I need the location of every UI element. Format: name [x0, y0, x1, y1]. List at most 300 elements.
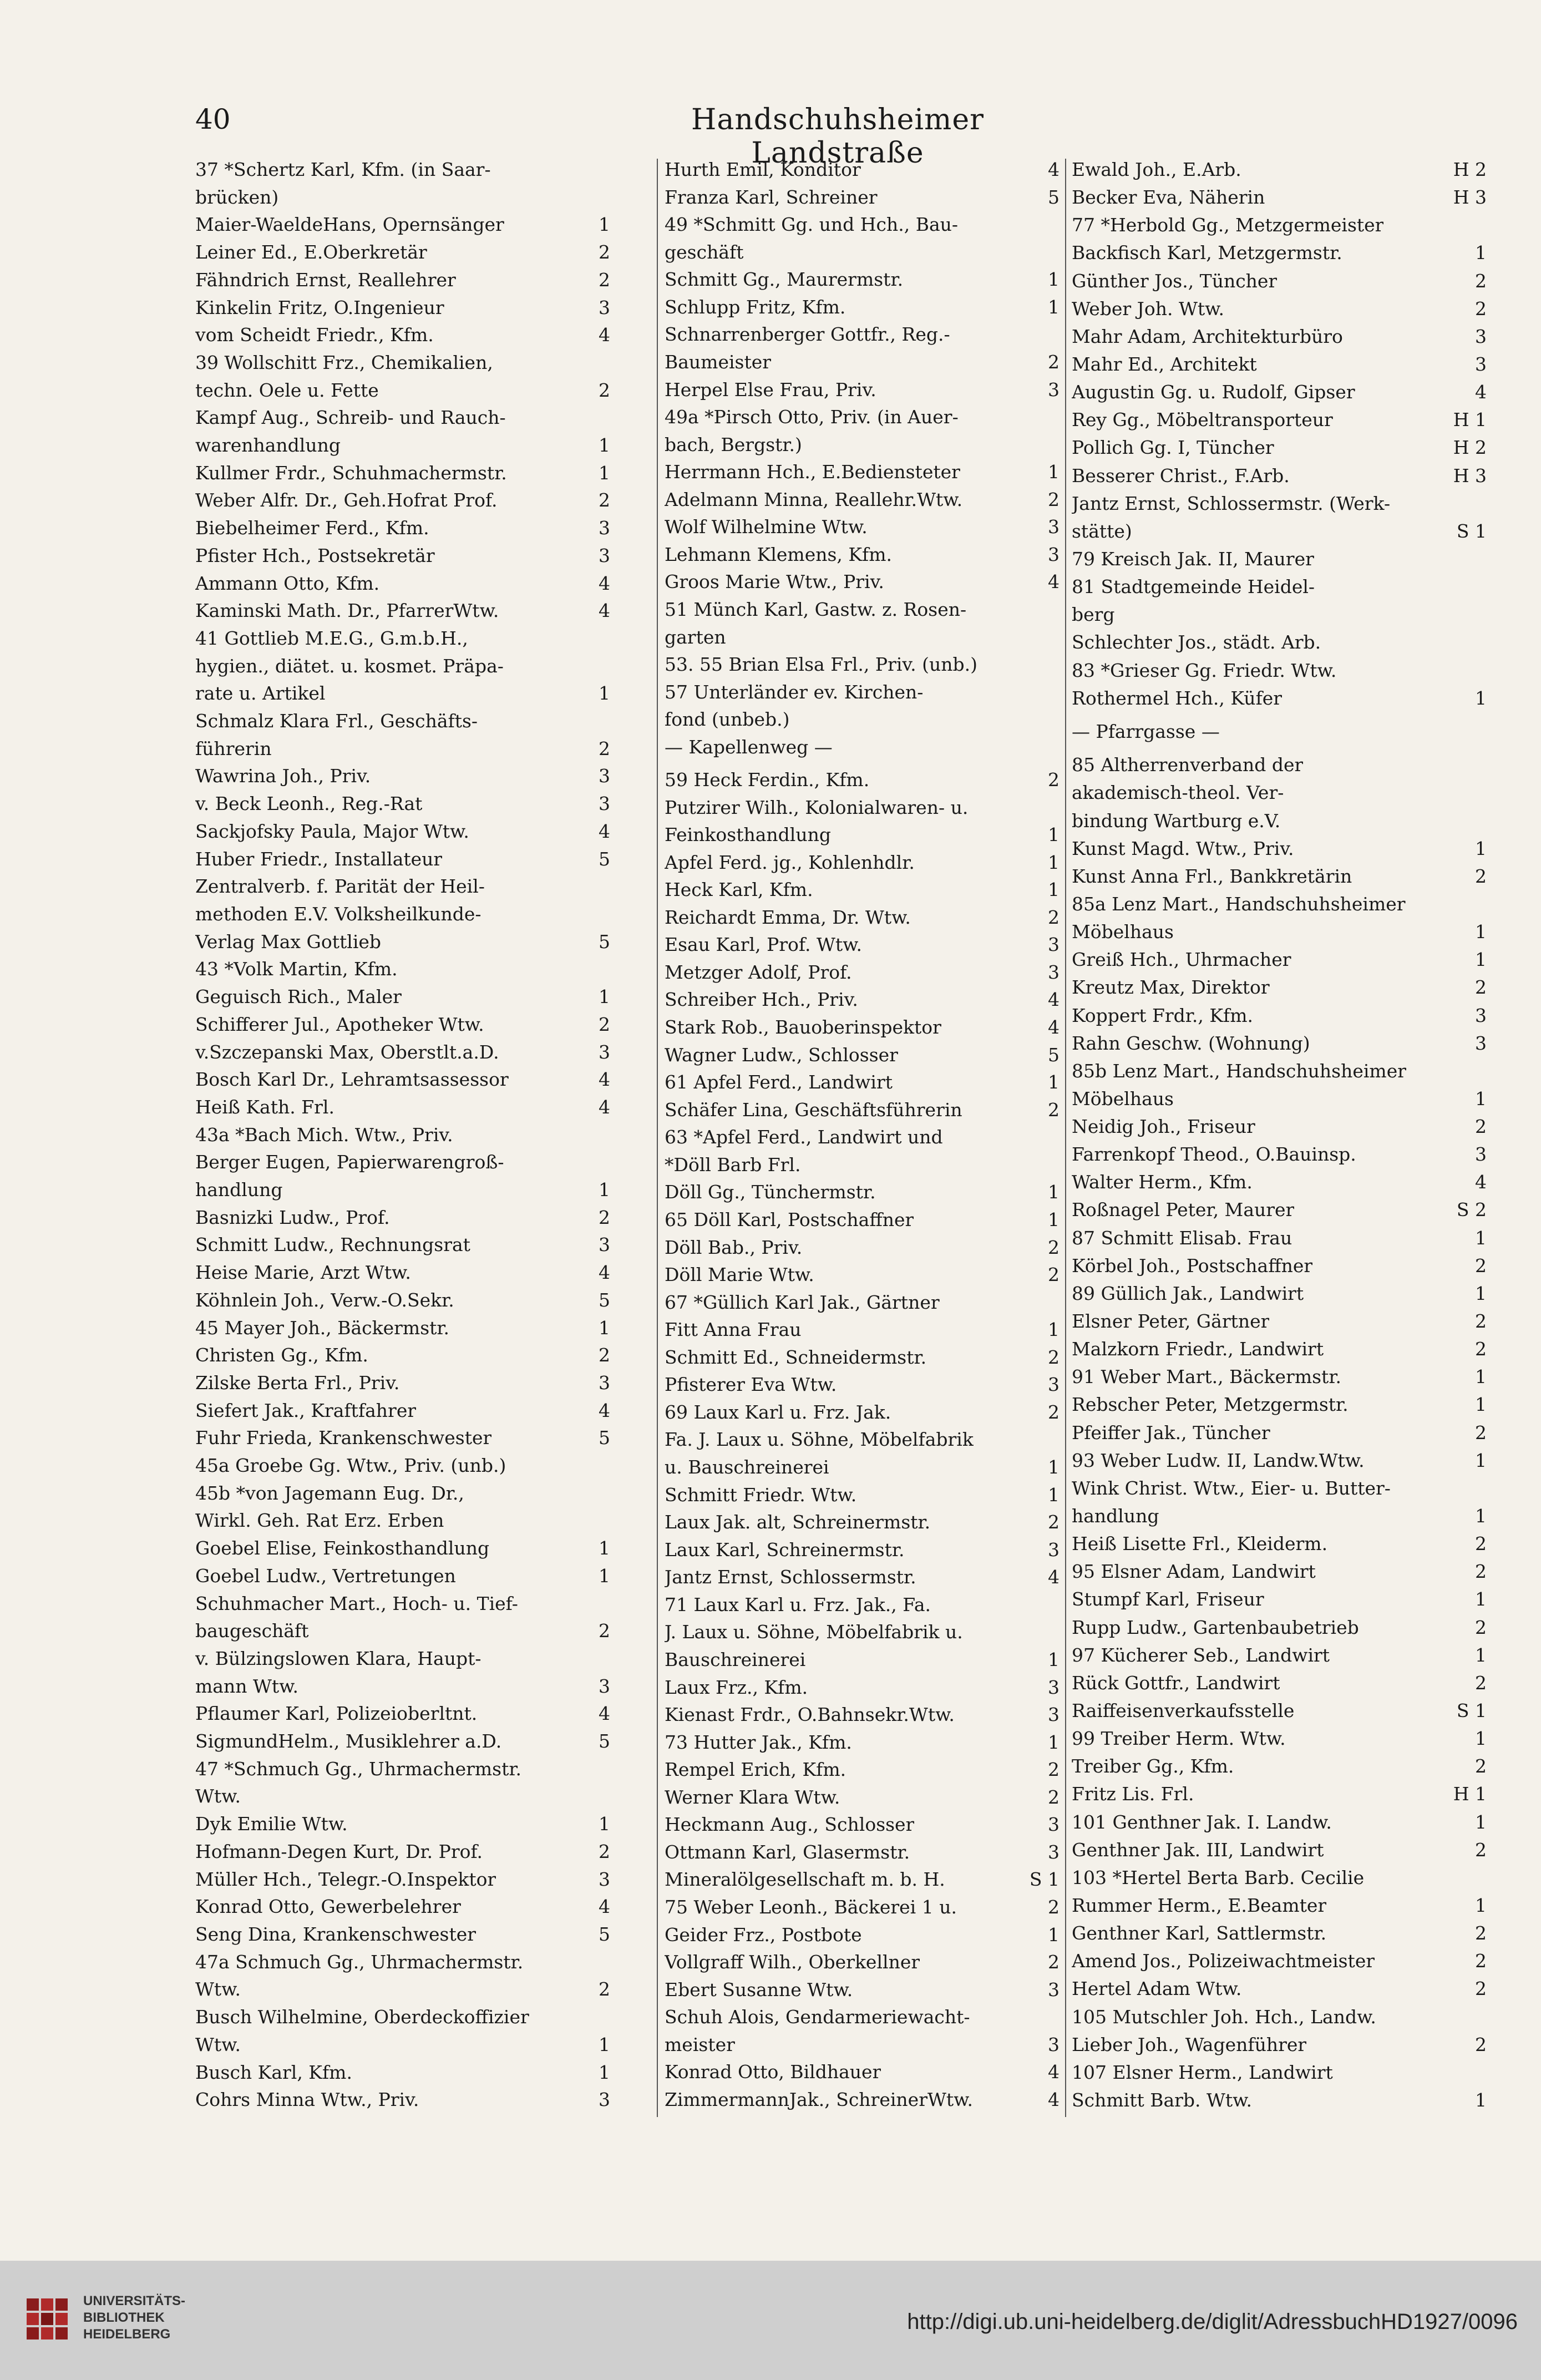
entry-text: Verlag Max Gottlieb — [195, 930, 382, 953]
directory-entry — [195, 1813, 610, 1835]
entry-text: Pfister Hch., Postsekretär — [195, 544, 435, 566]
directory-entry — [195, 1703, 610, 1725]
entry-text: 63 *Apfel Ferd., Landwirt und — [665, 1126, 943, 1148]
entry-text: Busch Karl, Kfm. — [195, 2061, 352, 2083]
directory-entry — [1072, 270, 1487, 292]
entry-text: Reichardt Emma, Dr. Wtw. — [665, 906, 911, 928]
entry-floor: 1 — [599, 1179, 610, 1201]
directory-entry — [1072, 2006, 1487, 2028]
directory-entry — [1072, 782, 1487, 804]
entry-text: Schmitt Barb. Wtw. — [1072, 2089, 1253, 2111]
entry-floor: 4 — [599, 1069, 610, 1091]
entry-text: akademisch-theol. Ver- — [1072, 782, 1284, 804]
entry-floor: 1 — [599, 214, 610, 236]
entry-text: Stark Rob., Bauoberinspektor — [665, 1016, 941, 1038]
entry-floor: 1 — [1475, 1087, 1487, 1110]
entry-floor: 2 — [1475, 1839, 1487, 1861]
entry-floor: 2 — [1048, 1236, 1060, 1258]
entry-floor: 1 — [1475, 242, 1487, 264]
entry-text: Günther Jos., Tüncher — [1072, 270, 1278, 292]
entry-floor: 1 — [1475, 1505, 1487, 1527]
directory-entry — [665, 351, 1060, 373]
directory-entry — [1072, 1755, 1487, 1778]
entry-text: Kienast Frdr., O.Bahnsekr.Wtw. — [665, 1704, 955, 1726]
entry-floor: 5 — [599, 1427, 610, 1449]
entry-floor: 3 — [1475, 1004, 1487, 1026]
entry-floor: 1 — [599, 2061, 610, 2083]
entry-text: 71 Laux Karl u. Frz. Jak., Fa. — [665, 1593, 931, 1616]
entry-text: Kunst Anna Frl., Bankkretärin — [1072, 865, 1352, 887]
directory-entry — [1072, 921, 1487, 943]
entry-text: garten — [665, 626, 726, 648]
entry-floor: H 2 — [1453, 437, 1487, 459]
directory-entry — [665, 1401, 1060, 1424]
directory-entry — [1072, 1005, 1487, 1027]
entry-text: Schlupp Fritz, Kfm. — [665, 296, 846, 318]
entry-text: Möbelhaus — [1072, 921, 1174, 943]
directory-entry — [665, 1456, 1060, 1478]
entry-floor: 3 — [1048, 378, 1060, 401]
entry-floor: 1 — [1048, 1071, 1060, 1093]
entry-floor: 4 — [1048, 571, 1060, 593]
directory-entry — [1072, 1617, 1487, 1639]
directory-entry — [665, 1924, 1060, 1946]
directory-entry — [665, 1237, 1060, 1259]
entry-floor: 2 — [1048, 488, 1060, 510]
directory-entry — [1072, 1422, 1487, 1444]
directory-entry — [195, 489, 610, 512]
entry-floor: 1 — [1475, 1366, 1487, 1388]
entry-text: Geguisch Rich., Maler — [195, 986, 402, 1008]
entry-text: Weber Joh. Wtw. — [1072, 297, 1225, 320]
entry-text: 93 Weber Ludw. II, Landw.Wtw. — [1072, 1449, 1365, 1471]
entry-floor: H 3 — [1453, 186, 1487, 209]
entry-text: Jantz Ernst, Schlossermstr. (Werk- — [1072, 492, 1391, 514]
entry-floor: S 2 — [1456, 1199, 1487, 1221]
entry-floor: 1 — [1048, 1731, 1060, 1753]
directory-entry — [665, 824, 1060, 846]
entry-floor: 1 — [1048, 824, 1060, 846]
entry-text: Kunst Magd. Wtw., Priv. — [1072, 837, 1294, 859]
entry-floor: H 2 — [1453, 159, 1487, 180]
entry-floor: 3 — [599, 2089, 610, 2111]
entry-floor: 2 — [1475, 1116, 1487, 1138]
entry-floor: 2 — [1475, 1421, 1487, 1444]
entry-text: Herpel Else Frau, Priv. — [665, 378, 876, 401]
entry-text: 97 Kücherer Seb., Landwirt — [1072, 1644, 1330, 1666]
entry-text: Mahr Ed., Architekt — [1072, 353, 1257, 375]
entry-text: Roßnagel Peter, Maurer — [1072, 1199, 1295, 1221]
entry-floor: 2 — [1048, 1346, 1060, 1368]
directory-entry — [1072, 1644, 1487, 1667]
entry-text: Biebelheimer Ferd., Kfm. — [195, 517, 429, 539]
directory-entry — [195, 297, 610, 319]
entry-text: Bosch Karl Dr., Lehramtsassessor — [195, 1069, 509, 1091]
directory-entry — [195, 765, 610, 787]
directory-entry — [665, 269, 1060, 291]
directory-entry — [665, 1511, 1060, 1533]
entry-floor: 1 — [599, 462, 610, 484]
directory-entry — [195, 352, 610, 374]
running-title: Handschuhsheimer Landstraße — [691, 103, 984, 170]
directory-entry — [195, 1234, 610, 1256]
entry-floor: 2 — [1048, 351, 1060, 373]
entry-floor: 3 — [1475, 1032, 1487, 1054]
entry-floor: 1 — [1048, 1208, 1060, 1230]
entry-text: Heiß Lisette Frl., Kleiderm. — [1072, 1533, 1328, 1555]
entry-text: 49 *Schmitt Gg. und Hch., Bau- — [665, 214, 959, 236]
directory-entry — [195, 269, 610, 291]
entry-text: Leiner Ed., E.Oberkretär — [195, 241, 427, 264]
entry-text: Wawrina Joh., Priv. — [195, 765, 371, 787]
directory-entry — [195, 1730, 610, 1753]
directory-entry — [665, 1731, 1060, 1754]
entry-text: Wirkl. Geh. Rat Erz. Erben — [195, 1510, 444, 1532]
entry-floor: 2 — [599, 1344, 610, 1366]
directory-entry — [665, 1126, 1060, 1148]
entry-floor: 2 — [1475, 1254, 1487, 1277]
entry-floor: 2 — [1475, 2033, 1487, 2055]
directory-entry — [665, 626, 1060, 649]
entry-floor: 5 — [599, 1923, 610, 1945]
entry-text: 101 Genthner Jak. I. Landw. — [1072, 1811, 1332, 1833]
entry-text: Goebel Ludw., Vertretungen — [195, 1564, 456, 1587]
directory-entry — [195, 1262, 610, 1284]
entry-text: brücken) — [195, 186, 279, 208]
directory-entry — [195, 159, 610, 181]
directory-entry — [195, 1344, 610, 1366]
directory-entry — [195, 1758, 610, 1780]
directory-entry — [195, 821, 610, 843]
library-logo-icon — [22, 2294, 72, 2344]
directory-entry — [665, 1979, 1060, 2001]
entry-floor: 1 — [1475, 949, 1487, 971]
directory-entry — [665, 1759, 1060, 1781]
directory-entry — [1072, 326, 1487, 348]
directory-entry — [1072, 1561, 1487, 1583]
entry-floor: 1 — [1475, 837, 1487, 859]
entry-text: Besserer Christ., F.Arb. — [1072, 464, 1290, 487]
directory-entry — [195, 1537, 610, 1559]
directory-entry — [1072, 214, 1487, 236]
directory-entry — [1072, 949, 1487, 971]
entry-text: 43a *Bach Mich. Wtw., Priv. — [195, 1123, 453, 1146]
entry-text: Feinkosthandlung — [665, 824, 831, 846]
directory-entry — [195, 1427, 610, 1449]
entry-text: 65 Döll Karl, Postschaffner — [665, 1208, 914, 1230]
entry-floor: 2 — [1048, 1511, 1060, 1533]
directory-entry — [1072, 1199, 1487, 1221]
directory-entry — [195, 903, 610, 925]
directory-entry — [1072, 353, 1487, 376]
entry-floor: 5 — [1048, 186, 1060, 208]
column-3 — [1072, 159, 1487, 2111]
directory-entry — [195, 682, 610, 705]
entry-text: Rummer Herm., E.Beamter — [1072, 1895, 1327, 1916]
entry-text: 73 Hutter Jak., Kfm. — [665, 1731, 852, 1753]
entry-text: Schmitt Ludw., Rechnungsrat — [195, 1234, 470, 1256]
entry-text: Schmalz Klara Frl., Geschäfts- — [195, 710, 478, 732]
entry-floor: 2 — [1048, 768, 1060, 791]
directory-entry — [1072, 548, 1487, 570]
directory-entry — [1072, 159, 1487, 181]
directory-entry — [1072, 1283, 1487, 1305]
entry-floor: 1 — [1048, 269, 1060, 291]
entry-text: Amend Jos., Polizeiwachtmeister — [1072, 1950, 1375, 1972]
entry-text: Metzger Adolf, Prof. — [665, 961, 852, 983]
entry-floor: 3 — [599, 1234, 610, 1256]
entry-floor: 3 — [1048, 516, 1060, 538]
entry-floor: 2 — [1048, 1759, 1060, 1781]
entry-text: — Kapellenweg — — [665, 736, 833, 758]
entry-floor: 3 — [1048, 1704, 1060, 1726]
directory-entry — [665, 406, 1060, 428]
entry-text: Rothermel Hch., Küfer — [1072, 687, 1283, 709]
entry-text: Groos Marie Wtw., Priv. — [665, 571, 884, 593]
directory-entry — [665, 1099, 1060, 1121]
entry-floor: 2 — [1475, 1533, 1487, 1555]
entry-floor: 4 — [1048, 989, 1060, 1011]
entry-text: Schreiber Hch., Priv. — [665, 989, 858, 1011]
directory-entry — [1072, 1811, 1487, 1834]
directory-entry — [195, 1896, 610, 1918]
entry-text: 43 *Volk Martin, Kfm. — [195, 958, 398, 980]
directory-entry — [1072, 838, 1487, 860]
directory-entry — [1072, 1060, 1487, 1082]
directory-entry — [665, 544, 1060, 566]
directory-entry — [195, 379, 610, 402]
entry-text: *Döll Barb Frl. — [665, 1153, 801, 1176]
directory-entry — [1072, 242, 1487, 264]
entry-text: Lehmann Klemens, Kfm. — [665, 543, 893, 565]
entry-text: SigmundHelm., Musiklehrer a.D. — [195, 1730, 502, 1753]
directory-entry — [1072, 2034, 1487, 2056]
directory-entry — [1072, 604, 1487, 626]
entry-text: bindung Wartburg e.V. — [1072, 809, 1281, 832]
directory-entry — [1072, 1895, 1487, 1917]
entry-text: 89 Güllich Jak., Landwirt — [1072, 1282, 1304, 1304]
entry-floor: 2 — [599, 1013, 610, 1035]
directory-entry — [195, 1124, 610, 1146]
directory-entry — [195, 875, 610, 898]
directory-entry — [1072, 1477, 1487, 1500]
entry-text: Apfel Ferd. jg., Kohlenhdlr. — [665, 851, 915, 873]
entry-floor: 1 — [1048, 1648, 1060, 1670]
directory-entry — [665, 797, 1060, 819]
entry-text: Döll Marie Wtw. — [665, 1264, 814, 1286]
directory-entry — [195, 407, 610, 429]
entry-text: Schuhmacher Mart., Hoch- u. Tief- — [195, 1592, 518, 1614]
entry-floor: 1 — [1048, 879, 1060, 901]
entry-text: Wtw. — [195, 1785, 241, 1807]
directory-entry — [1072, 1450, 1487, 1472]
entry-text: 75 Weber Leonh., Bäckerei 1 u. — [665, 1896, 957, 1918]
entry-text: 47a Schmuch Gg., Uhrmachermstr. — [195, 1951, 524, 1973]
directory-entry — [665, 1044, 1060, 1066]
directory-entry — [195, 958, 610, 980]
entry-floor: 1 — [1048, 1181, 1060, 1203]
directory-entry — [195, 1207, 610, 1229]
entry-floor: S 1 — [1456, 520, 1487, 542]
directory-entry — [195, 1675, 610, 1698]
entry-text: Raiffeisenverkaufsstelle — [1072, 1700, 1295, 1722]
directory-entry — [1072, 1143, 1487, 1166]
entry-text: Mineralölgesellschaft m. b. H. — [665, 1868, 945, 1891]
entry-floor: 3 — [599, 765, 610, 787]
entry-floor: 1 — [1048, 1456, 1060, 1478]
entry-text: Döll Gg., Tünchermstr. — [665, 1181, 876, 1203]
entry-text: 85a Lenz Mart., Handschuhsheimer — [1072, 893, 1406, 915]
entry-floor: 1 — [1048, 1319, 1060, 1341]
entry-text: rate u. Artikel — [195, 682, 326, 705]
entry-floor: 2 — [599, 379, 610, 401]
entry-floor: 4 — [599, 600, 610, 622]
entry-text: Koppert Frdr., Kfm. — [1072, 1004, 1254, 1026]
entry-text: Baumeister — [665, 351, 772, 373]
directory-entry — [195, 738, 610, 760]
directory-entry — [665, 907, 1060, 929]
directory-entry — [1072, 660, 1487, 682]
entry-floor: 4 — [1048, 1566, 1060, 1588]
entry-floor: 3 — [599, 296, 610, 318]
directory-entry — [1072, 186, 1487, 209]
entry-text: Konrad Otto, Bildhauer — [665, 2061, 881, 2083]
entry-text: v.Szczepanski Max, Oberstlt.a.D. — [195, 1041, 499, 1063]
entry-floor: 1 — [1475, 2089, 1487, 2111]
entry-text: Neidig Joh., Friseur — [1072, 1116, 1255, 1138]
entry-floor: 1 — [1475, 1227, 1487, 1249]
source-url-link[interactable]: http://digi.ub.uni-heidelberg.de/diglit/AdressbuchHD1927/0096 — [907, 2310, 1518, 2334]
entry-floor: 2 — [1048, 906, 1060, 928]
entry-floor: 2 — [1048, 1951, 1060, 1973]
entry-text: Pollich Gg. I, Tüncher — [1072, 437, 1274, 459]
directory-entry — [1072, 1032, 1487, 1055]
entry-text: mann Wtw. — [195, 1675, 298, 1697]
directory-entry — [665, 1649, 1060, 1671]
entry-text: Pfeiffer Jak., Tüncher — [1072, 1421, 1270, 1444]
directory-entry — [1072, 437, 1487, 459]
entry-floor: 3 — [1048, 2033, 1060, 2055]
directory-entry — [195, 214, 610, 236]
directory-entry — [665, 1264, 1060, 1286]
directory-entry — [665, 1814, 1060, 1836]
directory-entry — [1072, 1338, 1487, 1360]
entry-floor: 4 — [599, 572, 610, 594]
entry-text: Malzkorn Friedr., Landwirt — [1072, 1338, 1324, 1360]
directory-entry — [195, 627, 610, 650]
entry-text: Döll Bab., Priv. — [665, 1236, 803, 1258]
entry-floor: 5 — [1048, 1044, 1060, 1066]
directory-entry — [1072, 1922, 1487, 1944]
entry-text: 99 Treiber Herm. Wtw. — [1072, 1728, 1286, 1750]
directory-entry — [665, 1621, 1060, 1643]
directory-entry — [665, 769, 1060, 791]
entry-floor: 2 — [1475, 270, 1487, 292]
entry-text: Fa. J. Laux u. Söhne, Möbelfabrik — [665, 1429, 974, 1451]
directory-entry — [665, 2061, 1060, 2083]
entry-text: Rupp Ludw., Gartenbaubetrieb — [1072, 1616, 1359, 1638]
directory-entry — [1072, 576, 1487, 598]
directory-entry — [195, 1951, 610, 1973]
entry-text: Möbelhaus — [1072, 1087, 1174, 1110]
entry-text: Laux Karl, Schreinermstr. — [665, 1538, 905, 1561]
entry-floor: 3 — [1048, 1841, 1060, 1863]
entry-floor: 4 — [1048, 159, 1060, 180]
entry-floor: 4 — [599, 1703, 610, 1725]
entry-text: Berger Eugen, Papierwarengroß- — [195, 1151, 504, 1173]
entry-floor: 2 — [599, 1620, 610, 1642]
entry-text: Herrmann Hch., E.Bediensteter — [665, 461, 960, 483]
directory-entry — [195, 1372, 610, 1394]
entry-floor: 3 — [1048, 934, 1060, 956]
entry-text: Hurth Emil, Konditor — [665, 159, 861, 180]
entry-text: 41 Gottlieb M.E.G., G.m.b.H., — [195, 627, 468, 649]
entry-floor: 1 — [599, 1813, 610, 1835]
entry-text: Laux Frz., Kfm. — [665, 1676, 808, 1698]
directory-entry — [195, 1096, 610, 1118]
directory-entry — [1072, 1088, 1487, 1110]
directory-entry — [195, 1179, 610, 1201]
directory-entry — [665, 1594, 1060, 1616]
entry-floor: 1 — [1048, 851, 1060, 873]
entry-text: 85 Altherrenverband der — [1072, 754, 1304, 776]
directory-entry — [195, 1593, 610, 1615]
entry-text: J. Laux u. Söhne, Möbelfabrik u. — [665, 1621, 963, 1643]
entry-text: 47 *Schmuch Gg., Uhrmachermstr. — [195, 1758, 522, 1780]
entry-text: Christen Gg., Kfm. — [195, 1344, 368, 1366]
entry-text: warenhandlung — [195, 434, 341, 457]
entry-text: Backfisch Karl, Metzgermstr. — [1072, 242, 1342, 264]
entry-text: berg — [1072, 604, 1115, 626]
directory-entry — [1072, 2062, 1487, 2084]
directory-entry — [665, 323, 1060, 346]
directory-entry — [665, 1429, 1060, 1451]
entry-text: 37 *Schertz Karl, Kfm. (in Saar- — [195, 159, 491, 180]
entry-floor: 5 — [599, 848, 610, 870]
entry-text: Schäfer Lina, Geschäftsführerin — [665, 1098, 962, 1121]
library-name-line: UNIVERSITÄTS- — [83, 2293, 186, 2308]
directory-entry — [1072, 721, 1487, 743]
entry-text: Ebert Susanne Wtw. — [665, 1978, 853, 2001]
entry-text: Köhnlein Joh., Verw.-O.Sekr. — [195, 1289, 454, 1311]
entry-text: 39 Wollschitt Frz., Chemikalien, — [195, 351, 493, 373]
entry-floor: 4 — [1475, 381, 1487, 403]
directory-entry — [665, 1868, 1060, 1891]
entry-floor: 3 — [1048, 1374, 1060, 1396]
directory-entry — [665, 571, 1060, 593]
entry-floor: 1 — [599, 986, 610, 1008]
entry-floor: 4 — [599, 1262, 610, 1284]
entry-text: 85b Lenz Mart., Handschuhsheimer — [1072, 1060, 1407, 1082]
entry-floor: 2 — [1048, 1264, 1060, 1286]
directory-entry — [1072, 865, 1487, 888]
entry-text: Farrenkopf Theod., O.Bauinsp. — [1072, 1143, 1356, 1166]
library-name — [83, 2293, 185, 2343]
entry-text: Lieber Joh., Wagenführer — [1072, 2033, 1307, 2055]
entry-floor: 3 — [1048, 543, 1060, 565]
entry-text: Esau Karl, Prof. Wtw. — [665, 934, 862, 956]
directory-entry — [195, 1455, 610, 1477]
directory-entry — [665, 879, 1060, 901]
entry-text: 45 Mayer Joh., Bäckermstr. — [195, 1316, 450, 1339]
entry-floor: 2 — [1475, 1922, 1487, 1944]
entry-floor: 2 — [1475, 1672, 1487, 1694]
entry-floor: 2 — [1475, 865, 1487, 887]
entry-text: Stumpf Karl, Friseur — [1072, 1588, 1264, 1611]
directory-entry — [665, 1154, 1060, 1176]
directory-entry — [195, 1868, 610, 1891]
directory-entry — [665, 1566, 1060, 1588]
